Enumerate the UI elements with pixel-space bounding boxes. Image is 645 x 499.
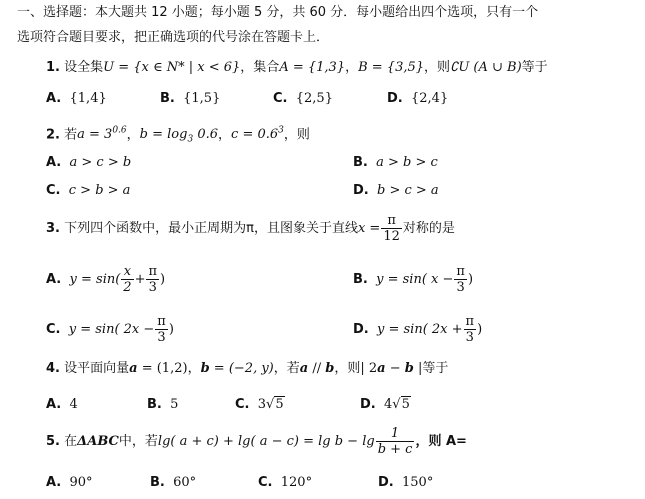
option-b[interactable] [353,154,438,172]
fraction-numerator: π [381,213,402,229]
option-label: D. [353,183,369,198]
stem-text: ， [345,60,359,75]
stem-text: ， [187,361,201,376]
math-text: ) [168,322,174,337]
stem-text: ，若 [273,361,300,376]
option-value: 90° [69,475,93,490]
stem-text: ， [126,127,140,143]
option-a[interactable] [46,396,78,414]
math-text: c = 0.6 [231,127,279,143]
fraction-numerator: π [465,314,475,329]
fraction-denominator: b + c [377,442,413,457]
math-universal-set: U = {x ∈ N* | x < 6} [103,60,241,75]
vector-a: a [299,361,309,376]
option-a[interactable] [46,90,107,108]
option-d[interactable] [353,182,439,200]
option-b[interactable] [150,474,196,492]
math-text: y = sin( [69,272,121,287]
option-label: B. [147,397,162,412]
option-value: 4 [69,397,78,412]
option-label: A. [46,91,62,106]
fraction [146,264,159,295]
stem-text: 等于 [422,361,449,376]
stem-text: 设平面向量 [64,361,130,376]
question-4-stem [46,360,448,378]
vector-a: a [377,361,386,376]
vector-b: b [200,361,210,376]
stem-text: 在 [64,434,78,449]
option-label: D. [387,91,403,106]
math-exponent: 3 [278,126,284,136]
fraction [381,213,402,244]
option-value: 4√ [384,397,401,412]
stem-text: 若 [64,127,78,143]
option-a[interactable] [46,474,93,492]
option-value: {1,5} [183,91,221,106]
parallel-symbol: // [308,361,326,376]
fraction-denominator: 3 [157,330,166,345]
fraction [121,264,133,295]
fraction-numerator: 1 [376,426,415,442]
option-d[interactable] [387,90,448,108]
math-text: = (−2, y) [209,361,274,376]
option-value: {2,4} [411,91,449,106]
math-x-eq: x = [357,221,381,236]
math-text: ) [160,272,166,287]
option-d[interactable] [353,312,482,348]
fraction-numerator: π [148,264,158,279]
option-b[interactable] [147,396,178,414]
stem-text: ，则 [334,361,361,376]
fraction-numerator: x [121,264,133,280]
question-number: 3. [46,221,60,236]
math-text: ) [467,272,474,287]
option-value: a > c > b [69,155,132,170]
option-c[interactable] [273,90,333,108]
radicand: 5 [275,397,284,412]
stem-text: 设全集 [64,60,104,75]
fraction-denominator: 2 [123,280,132,295]
fraction [454,264,467,295]
option-label: B. [160,91,175,106]
stem-text: ，则 [424,60,451,75]
option-label: C. [235,397,250,412]
stem-text: ，则 A= [415,434,467,449]
fraction-numerator: π [456,264,465,279]
vector-b: b [325,361,335,376]
option-value: c > b > a [68,183,131,198]
fraction-denominator: 3 [456,280,465,295]
math-a-def [77,127,127,142]
option-c[interactable] [258,474,312,492]
math-equation: lg( a + c) + lg( a − c) = lg b − lg [157,434,375,449]
option-label: A. [46,272,62,287]
section-header-line2: 选项符合题目要求，把正确选项的代号涂在答题卡上． [17,30,330,45]
option-label: C. [46,322,61,337]
option-b[interactable] [353,262,473,298]
option-label: C. [258,475,273,490]
option-value: 150° [402,475,434,490]
math-text: y = sin( 2x + [377,322,463,337]
math-text: − [385,361,405,376]
option-c[interactable] [235,396,285,414]
question-number: 5. [46,434,60,449]
option-d[interactable] [360,396,411,414]
option-label: D. [360,397,376,412]
option-label: A. [46,155,62,170]
option-label: C. [46,183,61,198]
option-value: 60° [173,475,197,490]
radicand: 5 [401,397,410,412]
option-c[interactable] [46,182,130,200]
stem-text: 对称的是 [402,221,455,236]
math-text: ) [477,322,483,337]
math-subscript: 3 [187,134,194,145]
option-label: B. [353,155,368,170]
triangle-name: ΔABC [77,434,119,449]
fraction [376,426,415,457]
question-5-stem [46,424,467,460]
option-c[interactable] [46,312,174,348]
question-number: 2. [46,127,60,143]
math-text: a = 3 [77,127,113,143]
option-a[interactable] [46,262,165,298]
math-text: b = log [139,127,188,143]
math-text: y = sin( 2x − [68,322,155,337]
option-value: {1,4} [69,91,107,106]
stem-text: 下列四个函数中，最小正周期为π，且图象关于直线 [64,221,358,236]
option-value: 120° [280,475,313,490]
fraction [464,314,477,345]
option-value: b > c > a [377,183,439,198]
stem-text: ，集合 [240,60,280,75]
vector-a: a [129,361,138,376]
option-d[interactable] [378,474,433,492]
stem-text: 中，若 [118,434,158,449]
stem-text: 等于 [521,60,548,75]
section-header-line1: 一、选择题：本大题共 12 小题；每小题 5 分，共 60 分．每小题给出四个选项，只有一个 [17,5,539,20]
math-text: + [134,272,146,287]
option-value: a > b > c [376,155,438,170]
option-b[interactable] [160,90,220,108]
option-label: B. [150,475,165,490]
math-b-def [139,127,219,145]
math-complement-expr: ∁U (A ∪ B) [450,60,522,75]
question-2-stem [46,122,310,149]
question-number: 1. [46,60,60,75]
math-text: | 2 [360,361,378,376]
option-a[interactable] [46,154,131,172]
math-exponent: 0.6 [112,126,127,136]
option-label: D. [378,475,394,490]
question-number: 4. [46,361,60,376]
stem-text: ， [218,127,232,143]
fraction-denominator: 3 [148,280,157,295]
fraction-denominator: 3 [465,330,474,345]
vector-b: b [404,361,414,376]
math-c-def [231,127,284,142]
fraction-denominator: 12 [383,229,400,244]
math-text: = (1,2) [137,361,188,376]
option-value: {2,5} [295,91,333,106]
option-label: C. [273,91,288,106]
option-value: 5 [170,397,179,412]
stem-text: ，则 [283,127,310,143]
math-text: | [413,361,423,376]
option-label: B. [353,272,368,287]
option-label: A. [46,475,62,490]
math-text: 0.6 [197,127,219,143]
option-value: 3√ [257,397,275,412]
fraction [155,314,168,345]
math-text: y = sin( x − [376,272,454,287]
math-set-b: B = {3,5} [358,60,425,75]
math-set-a: A = {1,3} [279,60,346,75]
question-3-stem [46,211,455,247]
question-1-stem [46,59,548,77]
fraction-numerator: π [157,314,166,329]
option-label: A. [46,397,62,412]
option-label: D. [353,322,369,337]
